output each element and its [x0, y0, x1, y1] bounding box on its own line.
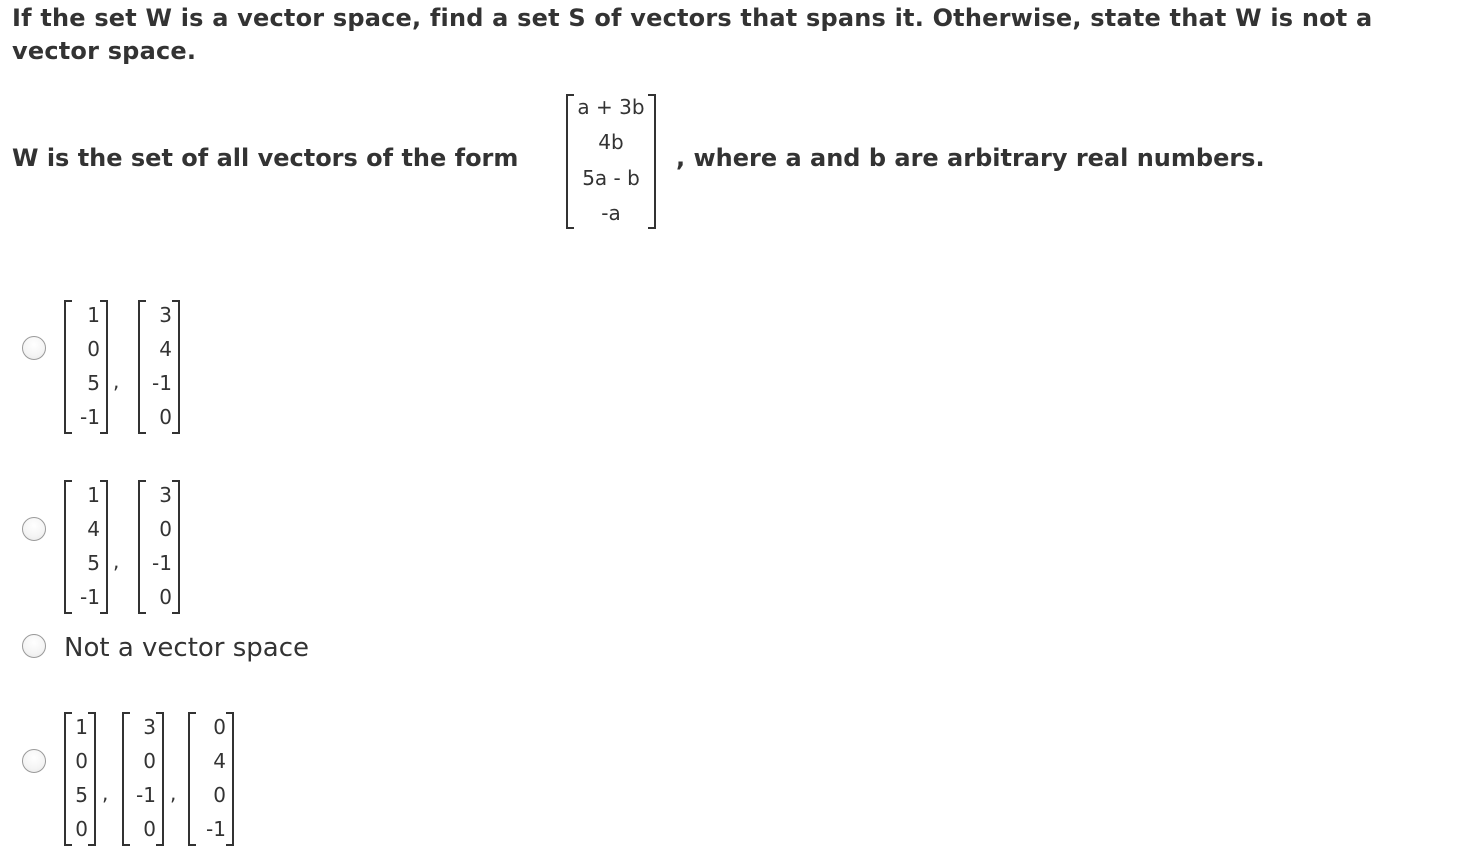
vector-separator: ,: [113, 549, 120, 573]
vector-entry: 5: [87, 551, 100, 575]
option-vector: [64, 480, 108, 614]
vector-entry: 1: [87, 483, 100, 507]
option-vector: [188, 712, 234, 846]
vector-entry: -1: [152, 371, 172, 395]
vector-entry: -1: [80, 585, 100, 609]
vector-entry: 0: [75, 749, 88, 773]
vector-entry: 4b: [598, 130, 624, 154]
vector-entry: 0: [213, 715, 226, 739]
vector-entry: 0: [159, 405, 172, 429]
vector-entry: -1: [80, 405, 100, 429]
option-vector: [138, 300, 180, 434]
vector-entry: 0: [159, 585, 172, 609]
vector-entry: 1: [75, 715, 88, 739]
vector-entry: 0: [159, 517, 172, 541]
option-label: Not a vector space: [64, 633, 310, 663]
general-vector: [566, 94, 656, 229]
question-prompt: If the set W is a vector space, find a set S of vectors that spans it. Otherwise, state that W is not a vector space.: [12, 4, 1373, 65]
vector-entry: 4: [87, 517, 100, 541]
vector-entry: a + 3b: [577, 95, 645, 119]
option-vector: [138, 480, 180, 614]
vector-separator: ,: [102, 781, 109, 805]
vector-entry: -1: [152, 551, 172, 575]
vector-entry: 1: [87, 303, 100, 327]
definition-lead: W is the set of all vectors of the form: [12, 144, 519, 172]
radio-button[interactable]: [22, 749, 46, 773]
vector-entry: -a: [601, 201, 621, 225]
vector-entry: -1: [206, 817, 226, 841]
vector-entry: 4: [159, 337, 172, 361]
option-vector: [122, 712, 164, 846]
radio-button[interactable]: [22, 634, 46, 658]
option-vector: [64, 712, 96, 846]
vector-separator: ,: [113, 369, 120, 393]
vector-entry: 0: [75, 817, 88, 841]
vector-entry: 3: [143, 715, 156, 739]
vector-entry: 0: [143, 817, 156, 841]
vector-entry: 0: [213, 783, 226, 807]
vector-entry: 0: [87, 337, 100, 361]
vector-entry: 5: [87, 371, 100, 395]
vector-entry: 5: [75, 783, 88, 807]
radio-button[interactable]: [22, 336, 46, 360]
vector-entry: 3: [159, 483, 172, 507]
option-vector: [64, 300, 108, 434]
vector-entry: -1: [136, 783, 156, 807]
vector-entry: 3: [159, 303, 172, 327]
vector-entry: 4: [213, 749, 226, 773]
vector-entry: 0: [143, 749, 156, 773]
radio-button[interactable]: [22, 517, 46, 541]
vector-entry: 5a - b: [582, 166, 640, 190]
vector-separator: ,: [170, 781, 177, 805]
definition-tail: , where a and b are arbitrary real numbers.: [676, 144, 1265, 172]
